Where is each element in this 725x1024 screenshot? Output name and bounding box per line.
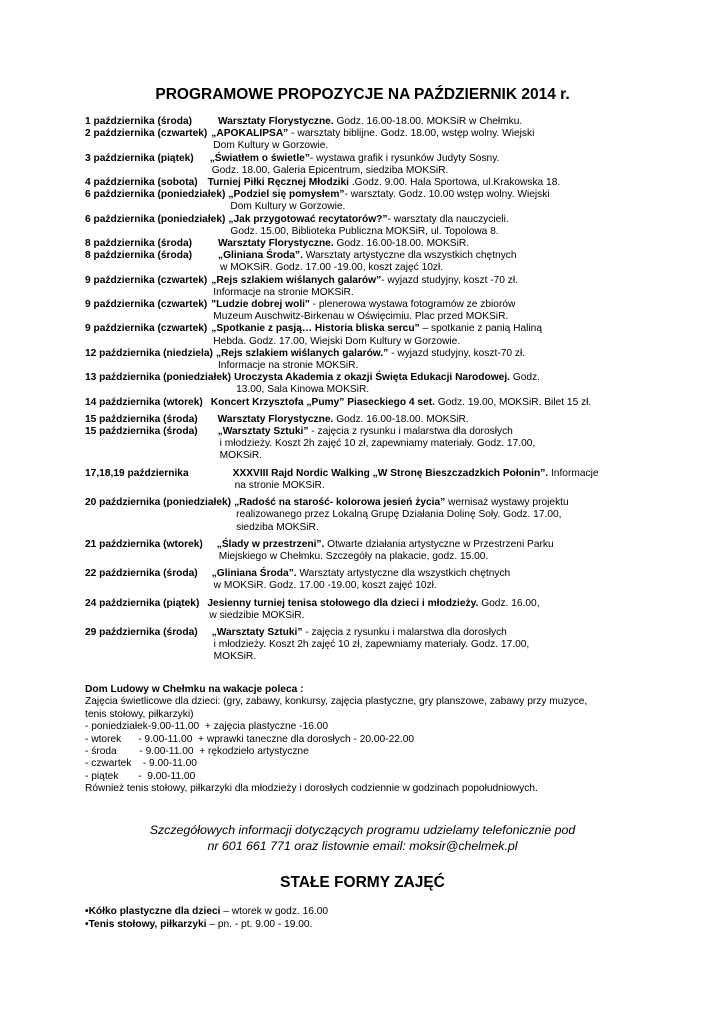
event-details: - wyjazd studyjny, koszt -70 zł. — [381, 274, 518, 286]
event-row — [85, 372, 715, 384]
event-continuation: Dom Kultury w Gorzowie. — [230, 201, 346, 213]
event-date: 13 października (poniedziałek) — [85, 372, 232, 384]
event-description — [189, 468, 715, 480]
event-continuation: Hebda. Godz. 17.00, Wiejski Dom Kultury w Gorzowie. — [213, 335, 461, 347]
event-continuation: MOKSiR. — [213, 651, 257, 663]
summer-footer: Również tenis stołowy, piłkarzyki dla młodzieży i dorosłych codziennie w godzinach popołudniowych. — [85, 783, 538, 795]
event-title: „Jak przygotować recytatorów?” — [228, 213, 388, 225]
event-details: Warsztaty artystyczne dla wszystkich chętnych — [302, 250, 517, 262]
permanent-classes-title: STAŁE FORMY ZAJĘĆ — [280, 874, 445, 891]
summer-line: - piątek - 9.00-11.00 — [85, 770, 196, 782]
event-title: Jesienny turniej tenisa stołowego dla dzieci i młodzieży. — [207, 597, 479, 609]
event-title: „Podziel się pomysłem” — [228, 189, 345, 201]
summer-line: - wtorek - 9.00-11.00 + wprawki taneczne dla dorosłych - 20.00-22.00 — [85, 733, 415, 745]
permanent-class-text: – wtorek w godz. 16.00 — [220, 906, 329, 917]
event-date: 9 października (czwartek) — [85, 299, 208, 311]
summer-section — [85, 684, 685, 796]
event-continuation: w MOKSiR. Godz. 17.00 -19.00, koszt zajęć 10zł. — [220, 262, 444, 274]
event-row — [85, 189, 715, 201]
event-date: 9 października (czwartek) — [85, 274, 208, 286]
event-title: „Gliniana Środa”. — [211, 568, 297, 580]
event-item — [85, 189, 715, 201]
event-description — [203, 397, 715, 409]
event-row — [85, 497, 715, 509]
event-details: - zajęcia z rysunku i malarstwa dla dorosłych — [308, 426, 513, 438]
event-item — [85, 275, 715, 287]
event-details: Godz. 16.00, — [478, 597, 540, 609]
event-description — [194, 153, 715, 165]
event-row — [85, 323, 715, 335]
event-continuation: realizowanego przez Lokalną Grupę Działania Dolinę Soły. Godz. 17.00, — [236, 509, 562, 521]
event-date: 8 października (środa) — [85, 250, 192, 262]
event-continuation: na stronie MOKSiR. — [234, 479, 325, 491]
event-description — [207, 323, 715, 335]
event-date: 20 października (poniedziałek) — [85, 497, 232, 509]
event-date: 15 października (środa) — [85, 413, 198, 425]
event-title: „APOKALIPSA” — [211, 128, 289, 140]
event-details: Godz. 19.00, MOKSiR. Bilet 15 zł. — [434, 396, 592, 408]
event-details: - wyjazd studyjny, koszt-70 zł. — [388, 347, 526, 359]
event-date: 14 października (wtorek) — [85, 396, 203, 408]
event-date: 21 października (wtorek) — [85, 538, 203, 550]
event-row — [85, 214, 715, 226]
event-title: „Warsztaty Sztuki” — [211, 626, 303, 638]
event-details: - warsztaty biblijne. Godz. 18.00, wstęp wolny. Wiejski — [288, 128, 535, 140]
permanent-class-label: •Tenis stołowy, piłkarzyki — [85, 918, 207, 930]
event-row — [85, 426, 715, 438]
event-continuation: 13.00, Sala Kinowa MOKSiR. — [236, 384, 370, 396]
event-description — [198, 177, 715, 189]
event-description — [225, 214, 715, 226]
event-row — [85, 275, 715, 287]
event-title: „Rejs szlakiem wiślanych galarów.” — [215, 347, 389, 359]
event-date: 15 października (środa) — [85, 426, 198, 438]
event-continuation: w siedzibie MOKSiR. — [209, 609, 305, 621]
event-continuation: Godz. 15.00, Biblioteka Publiczna MOKSiR, ul. Topolowa 8. — [230, 225, 499, 237]
event-title: „Radość na starość- kolorowa jesień życia” — [234, 497, 446, 509]
event-title: "Ludzie dobrej woli" — [211, 299, 310, 311]
event-details: Godz. 16.00-18.00. MOKSiR. — [333, 238, 470, 250]
event-description — [213, 348, 715, 360]
event-title: „Warsztaty Sztuki” — [217, 426, 309, 438]
event-row — [85, 177, 715, 189]
event-description — [192, 250, 715, 262]
event-title: Turniej Piłki Ręcznej Młodziki — [207, 177, 349, 189]
event-date: 6 października (poniedziałek) — [85, 213, 226, 225]
event-details: - warsztaty dla nauczycieli. — [387, 213, 509, 225]
event-description — [192, 116, 715, 128]
event-item — [85, 426, 715, 438]
event-item — [85, 468, 715, 480]
summer-intro: Zajęcia świetlicowe dla dzieci: (gry, zabawy, konkursy, zajęcia plastyczne, gry planszowe, zabawy przy muzyce, — [85, 696, 588, 708]
contact-info — [0, 822, 725, 854]
event-item — [85, 177, 715, 189]
event-title: Koncert Krzysztofa „Pumy” Piaseckiego 4 set. — [210, 396, 435, 408]
event-description — [199, 598, 715, 610]
event-item — [85, 323, 715, 335]
event-description — [231, 497, 715, 509]
event-item — [85, 348, 715, 360]
event-continuation: siedziba MOKSiR. — [236, 521, 319, 533]
event-description — [207, 128, 715, 140]
event-item — [85, 116, 715, 128]
event-date: 2 października (czwartek) — [85, 128, 208, 140]
event-description — [192, 238, 715, 250]
event-row — [85, 414, 715, 426]
event-description — [198, 568, 715, 580]
event-row — [85, 153, 715, 165]
event-item — [85, 539, 715, 551]
event-row — [85, 128, 715, 140]
event-row — [85, 568, 715, 580]
event-row — [85, 299, 715, 311]
event-continuation: Informacje na stronie MOKSiR. — [217, 360, 359, 372]
page-title: PROGRAMOWE PROPOZYCJE NA PAŹDZIERNIK 2014 r. — [155, 86, 570, 103]
event-row — [85, 250, 715, 262]
event-date: 24 października (piątek) — [85, 597, 200, 609]
event-title: Warsztaty Florystyczne. — [217, 413, 334, 425]
event-continuation: w MOKSiR. Godz. 17.00 -19.00, koszt zajęć 10zł. — [213, 580, 437, 592]
event-title: Warsztaty Florystyczne. — [218, 238, 334, 250]
event-date: 17,18,19 października — [85, 467, 189, 479]
event-row — [85, 238, 715, 250]
event-title: „Spotkanie z pasją… Historia bliska sercu” — [211, 323, 420, 335]
event-item — [85, 214, 715, 226]
event-schedule — [85, 116, 715, 664]
event-description — [231, 372, 715, 384]
permanent-class-text: – pn. - pt. 9.00 - 19.00. — [206, 918, 313, 930]
event-date: 3 października (piątek) — [85, 152, 194, 164]
event-title: „Gliniana Środa”. — [218, 250, 303, 262]
event-details: Informacje — [548, 467, 599, 479]
event-details: - zajęcia z rysunku i malarstwa dla dorosłych — [302, 626, 507, 638]
event-description — [225, 189, 715, 201]
permanent-classes-list — [85, 906, 328, 931]
event-item — [85, 238, 715, 250]
contact-line: nr 601 661 771 oraz listownie email: moksir@chelmek.pl — [207, 839, 518, 853]
event-title: „Ślady w przestrzeni”. — [216, 538, 325, 550]
permanent-class-item — [85, 919, 328, 932]
event-continuation: Muzeum Auschwitz-Birkenau w Oświęcimiu. Plac przed MOKSiR. — [213, 311, 509, 323]
event-date: 9 października (czwartek) — [85, 323, 208, 335]
event-item — [85, 497, 715, 509]
event-details: Warsztaty artystyczne dla wszystkich chętnych — [296, 568, 511, 580]
event-row — [85, 627, 715, 639]
event-continuation: Informacje na stronie MOKSiR. — [213, 286, 354, 298]
event-continuation: i młodzieży. Koszt 2h zajęć 10 zł, zapewniamy materiały. Godz. 17.00, — [219, 438, 536, 450]
contact-line: Szczegółowych informacji dotyczących programu udzielamy telefonicznie pod — [149, 823, 576, 837]
event-continuation: i młodzieży. Koszt 2h zajęć 10 zł, zapewniamy materiały. Godz. 17.00, — [213, 639, 530, 651]
event-description — [198, 627, 715, 639]
event-date: 29 października (środa) — [85, 626, 198, 638]
event-date: 1 października (środa) — [85, 116, 192, 127]
event-date: 12 października (niedziela) — [85, 347, 213, 359]
event-row — [85, 598, 715, 610]
event-row — [85, 468, 715, 480]
event-title: Uroczysta Akademia z okazji Święta Edukacji Narodowej. — [234, 372, 510, 384]
event-details: .Godz. 9.00. Hala Sportowa, ul.Krakowska 18. — [349, 177, 561, 189]
event-details: - wystawa grafik i rysunków Judyty Sosny. — [309, 152, 500, 164]
summer-line: - środa - 9.00-11.00 + rękodzieło artystyczne — [85, 746, 309, 758]
event-row — [85, 348, 715, 360]
event-item — [85, 627, 715, 639]
summer-intro-continued: tenis stołowy, piłkarzyki) — [85, 708, 194, 720]
event-date: 8 października (środa) — [85, 238, 192, 250]
permanent-class-item — [85, 906, 328, 919]
event-details: – spotkanie z panią Haliną — [419, 323, 542, 335]
event-date: 4 października (sobota) — [85, 177, 198, 189]
event-item — [85, 250, 715, 262]
event-item — [85, 397, 715, 409]
event-details: wernisaż wystawy projektu — [445, 497, 569, 509]
event-row — [85, 539, 715, 551]
event-title: „Światłem o świetle” — [209, 152, 310, 164]
event-details: - warsztaty. Godz. 10.00 wstęp wolny. Wiejski — [344, 189, 550, 201]
event-item — [85, 568, 715, 580]
event-title: „Rejs szlakiem wiślanych galarów” — [211, 274, 382, 286]
event-continuation: Dom Kultury w Gorzowie. — [213, 140, 329, 152]
event-description — [207, 299, 715, 311]
event-title: Warsztaty Florystyczne. — [218, 116, 334, 127]
event-item — [85, 414, 715, 426]
summer-line: - czwartek - 9.00-11.00 — [85, 758, 197, 770]
event-continuation: Godz. 18.00, Galeria Epicentrum, siedziba MOKSiR. — [211, 164, 449, 176]
event-details: Otwarte działania artystyczne w Przestrzeni Parku — [324, 538, 554, 550]
event-description — [198, 414, 715, 426]
event-item — [85, 598, 715, 610]
event-row — [85, 397, 715, 409]
event-details: - plenerowa wystawa fotogramów ze zbiorów — [309, 299, 516, 311]
event-description — [203, 539, 715, 551]
event-details: Godz. 16.00-18.00. MOKSiR. — [333, 413, 469, 425]
event-item — [85, 299, 715, 311]
event-row — [85, 116, 715, 128]
event-continuation: MOKSiR. — [219, 450, 263, 462]
event-continuation: Miejskiego w Chełmku. Szczegóły na plakacie, godz. 15.00. — [218, 550, 489, 562]
permanent-class-label: •Kółko plastyczne dla dzieci — [85, 906, 221, 917]
event-description — [207, 275, 715, 287]
event-date: 6 października (poniedziałek) — [85, 189, 226, 201]
summer-heading: Dom Ludowy w Chełmku na wakacje poleca : — [85, 684, 304, 695]
event-description — [198, 426, 715, 438]
event-details: Godz. — [509, 372, 540, 384]
summer-line: - poniedziałek-9.00-11.00 + zajęcia plastyczne -16.00 — [85, 721, 329, 733]
event-item — [85, 372, 715, 384]
event-details: Godz. 16.00-18.00. MOKSiR w Chełmku. — [333, 116, 523, 127]
event-title: XXXVIII Rajd Nordic Walking „W Stronę Bieszczadzkich Połonin”. — [232, 467, 549, 479]
event-date: 22 października (środa) — [85, 568, 198, 580]
event-item — [85, 153, 715, 165]
event-item — [85, 128, 715, 140]
